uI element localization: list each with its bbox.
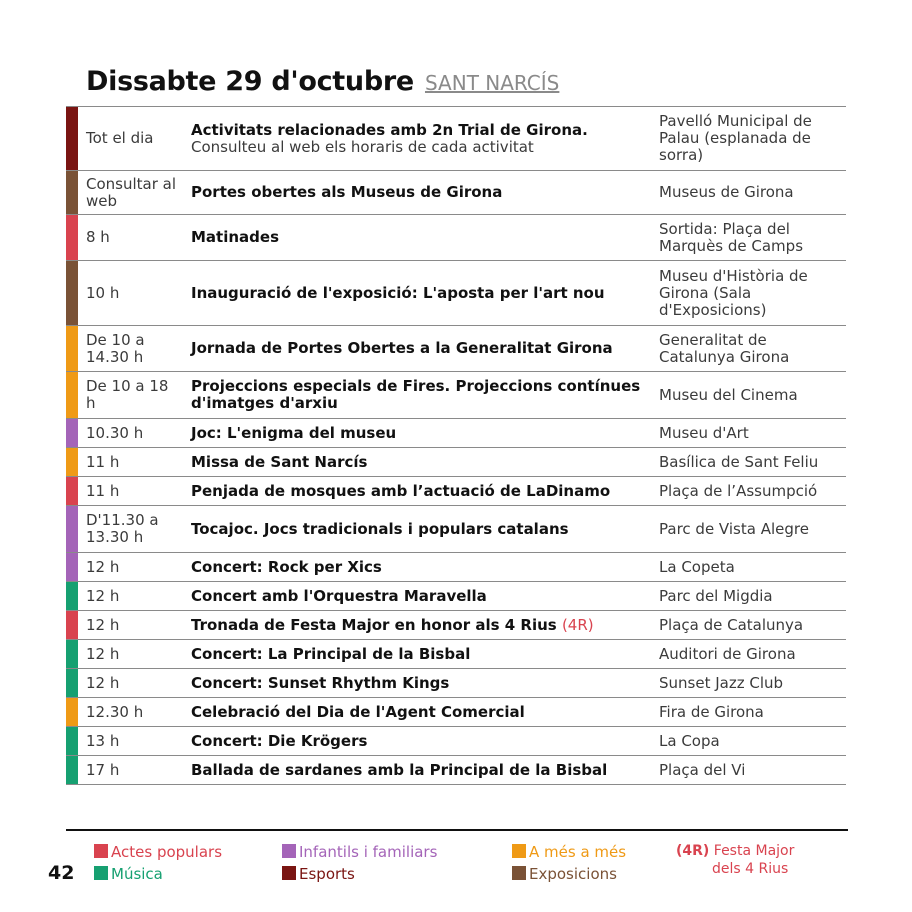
event-location: Plaça de Catalunya — [659, 615, 804, 634]
table-row — [66, 669, 846, 698]
legend-swatch — [94, 866, 108, 880]
legend-label: A més a més — [529, 843, 627, 861]
table-row — [66, 215, 846, 261]
event-location: Museu del Cinema — [659, 385, 798, 404]
legend-swatch — [512, 844, 526, 858]
event-location: La Copeta — [659, 557, 735, 576]
category-color-bar — [66, 553, 78, 581]
event-time: 10 h — [86, 283, 120, 302]
category-color-bar — [66, 669, 78, 697]
event-title-text: Concert amb l'Orquestra Maravella — [191, 586, 487, 605]
event-title-text: Jornada de Portes Obertes a la Generalitat Girona — [191, 339, 613, 357]
event-title-text: Projeccions especials de Fires. Projeccions contínues d'imatges d'arxiu — [191, 377, 641, 412]
table-row — [66, 698, 846, 727]
table-row — [66, 171, 846, 215]
event-location: Museu d'Art — [659, 423, 749, 442]
table-row — [66, 582, 846, 611]
event-title — [191, 378, 651, 412]
event-time: D'11.30 a 13.30 h — [86, 511, 159, 546]
event-title-text: Ballada de sardanes amb la Principal de la Bisbal — [191, 760, 608, 779]
event-time: 12 h — [86, 615, 120, 634]
event-location: Pavelló Municipal de Palau (esplanada de sorra) — [659, 112, 812, 164]
event-title-text: Tocajoc. Jocs tradicionals i populars catalans — [191, 519, 569, 538]
category-color-bar — [66, 215, 78, 260]
category-color-bar — [66, 261, 78, 325]
legend-label: Música — [111, 865, 163, 883]
event-title — [191, 285, 651, 302]
category-color-bar — [66, 477, 78, 505]
category-color-bar — [66, 582, 78, 610]
event-title-text: Activitats relacionades amb 2n Trial de Girona. — [191, 120, 588, 139]
footer-divider — [66, 829, 848, 831]
legend-actes-populars — [94, 841, 222, 863]
category-color-bar — [66, 171, 78, 214]
event-title-text: Joc: L'enigma del museu — [191, 423, 397, 442]
event-title — [191, 122, 651, 156]
event-time: 11 h — [86, 452, 120, 471]
event-time: De 10 a 18 h — [86, 377, 169, 412]
event-time: 8 h — [86, 228, 110, 246]
legend-infantils — [282, 841, 437, 863]
event-location: Museu d'Història de Girona (Sala d'Exposicions) — [659, 266, 808, 319]
event-location: Generalitat de Catalunya Girona — [659, 330, 790, 366]
legend-label: Infantils i familiars — [299, 843, 438, 861]
event-title — [191, 559, 651, 576]
event-title — [191, 229, 651, 246]
legend-swatch — [512, 866, 526, 880]
table-row — [66, 372, 846, 419]
event-location: Sunset Jazz Club — [659, 673, 784, 692]
event-title — [191, 588, 651, 605]
event-title-text: Tronada de Festa Major en honor als 4 Rius — [191, 615, 557, 634]
festa-line-2: dels 4 Rius — [712, 861, 789, 877]
category-color-bar — [66, 107, 78, 170]
category-color-bar — [66, 372, 78, 418]
page-title: Dissabte 29 d'octubre — [86, 66, 414, 97]
legend-col-2 — [282, 841, 437, 885]
category-color-bar — [66, 611, 78, 639]
event-note: Consulteu al web els horaris de cada activitat — [191, 137, 534, 156]
event-time: 12 h — [86, 644, 120, 663]
event-title — [191, 617, 651, 634]
festa-major-tag: (4R) — [561, 615, 594, 634]
festa-tag: (4R) — [676, 843, 710, 859]
event-title-text: Concert: Die Krögers — [191, 731, 368, 750]
event-title — [191, 521, 651, 538]
event-time: 17 h — [86, 760, 120, 779]
event-title — [191, 646, 651, 663]
table-row — [66, 448, 846, 477]
table-row — [66, 640, 846, 669]
page-number: 42 — [48, 862, 75, 884]
event-time: 11 h — [86, 481, 120, 500]
legend-col-1 — [94, 841, 222, 885]
category-color-bar — [66, 756, 78, 784]
table-row — [66, 326, 846, 372]
event-title-text: Celebració del Dia de l'Agent Comercial — [191, 702, 525, 721]
event-title-text: Missa de Sant Narcís — [191, 452, 368, 471]
table-row — [66, 261, 846, 326]
event-title — [191, 483, 651, 500]
event-title — [191, 184, 651, 201]
legend-exposicions — [512, 863, 626, 885]
event-title-text: Penjada de mosques amb l’actuació de LaDinamo — [191, 481, 611, 500]
table-row — [66, 506, 846, 553]
table-row — [66, 553, 846, 582]
event-location: La Copa — [659, 731, 720, 750]
table-row — [66, 611, 846, 640]
category-color-bar — [66, 698, 78, 726]
category-color-bar — [66, 419, 78, 447]
event-location: Fira de Girona — [659, 702, 764, 721]
category-color-bar — [66, 640, 78, 668]
legend-swatch — [94, 844, 108, 858]
event-title — [191, 762, 651, 779]
event-title-text: Portes obertes als Museus de Girona — [191, 183, 503, 201]
event-location: Basílica de Sant Feliu — [659, 452, 819, 471]
category-color-bar — [66, 448, 78, 476]
event-location: Auditori de Girona — [659, 644, 796, 663]
event-title-text: Concert: La Principal de la Bisbal — [191, 644, 471, 663]
category-color-bar — [66, 506, 78, 552]
event-title — [191, 340, 651, 357]
event-time: De 10 a 14.30 h — [86, 330, 145, 366]
event-title-text: Concert: Sunset Rhythm Kings — [191, 673, 450, 692]
legend-label: Esports — [299, 865, 355, 883]
event-time: 12 h — [86, 673, 120, 692]
event-location: Plaça de l’Assumpció — [659, 481, 818, 500]
event-title-text: Concert: Rock per Xics — [191, 557, 382, 576]
table-row — [66, 107, 846, 171]
legend-label: Exposicions — [529, 865, 617, 883]
event-location: Museus de Girona — [659, 183, 794, 201]
event-time: 12.30 h — [86, 702, 144, 721]
event-time: Consultar al web — [86, 174, 177, 210]
event-time: 12 h — [86, 586, 120, 605]
legend-festa-major — [676, 842, 794, 878]
page-header — [86, 66, 846, 97]
day-subtitle-link[interactable]: SANT NARCÍS — [424, 71, 560, 95]
event-location: Parc de Vista Alegre — [659, 519, 809, 538]
schedule-table — [66, 106, 846, 785]
event-title — [191, 425, 651, 442]
legend-swatch — [282, 844, 296, 858]
festa-line-1: Festa Major — [713, 843, 795, 859]
category-color-bar — [66, 326, 78, 371]
event-time: 12 h — [86, 557, 120, 576]
event-location: Parc del Migdia — [659, 586, 773, 605]
event-title — [191, 675, 651, 692]
event-time: 10.30 h — [86, 423, 144, 442]
event-title-text: Inauguració de l'exposició: L'aposta per l'art nou — [191, 283, 605, 302]
table-row — [66, 477, 846, 506]
event-title — [191, 733, 651, 750]
table-row — [66, 419, 846, 448]
table-row — [66, 727, 846, 756]
legend-col-3 — [512, 841, 626, 885]
legend-esports — [282, 863, 437, 885]
event-location: Plaça del Vi — [659, 760, 746, 779]
event-time: Tot el dia — [86, 129, 154, 147]
category-color-bar — [66, 727, 78, 755]
legend-label: Actes populars — [111, 843, 223, 861]
event-location: Sortida: Plaça del Marquès de Camps — [659, 219, 804, 255]
event-title-text: Matinades — [191, 228, 280, 246]
legend-swatch — [282, 866, 296, 880]
table-row — [66, 756, 846, 785]
event-time: 13 h — [86, 731, 120, 750]
legend-musica — [94, 863, 222, 885]
legend-a-mes-a-mes — [512, 841, 626, 863]
event-title — [191, 454, 651, 471]
event-title — [191, 704, 651, 721]
